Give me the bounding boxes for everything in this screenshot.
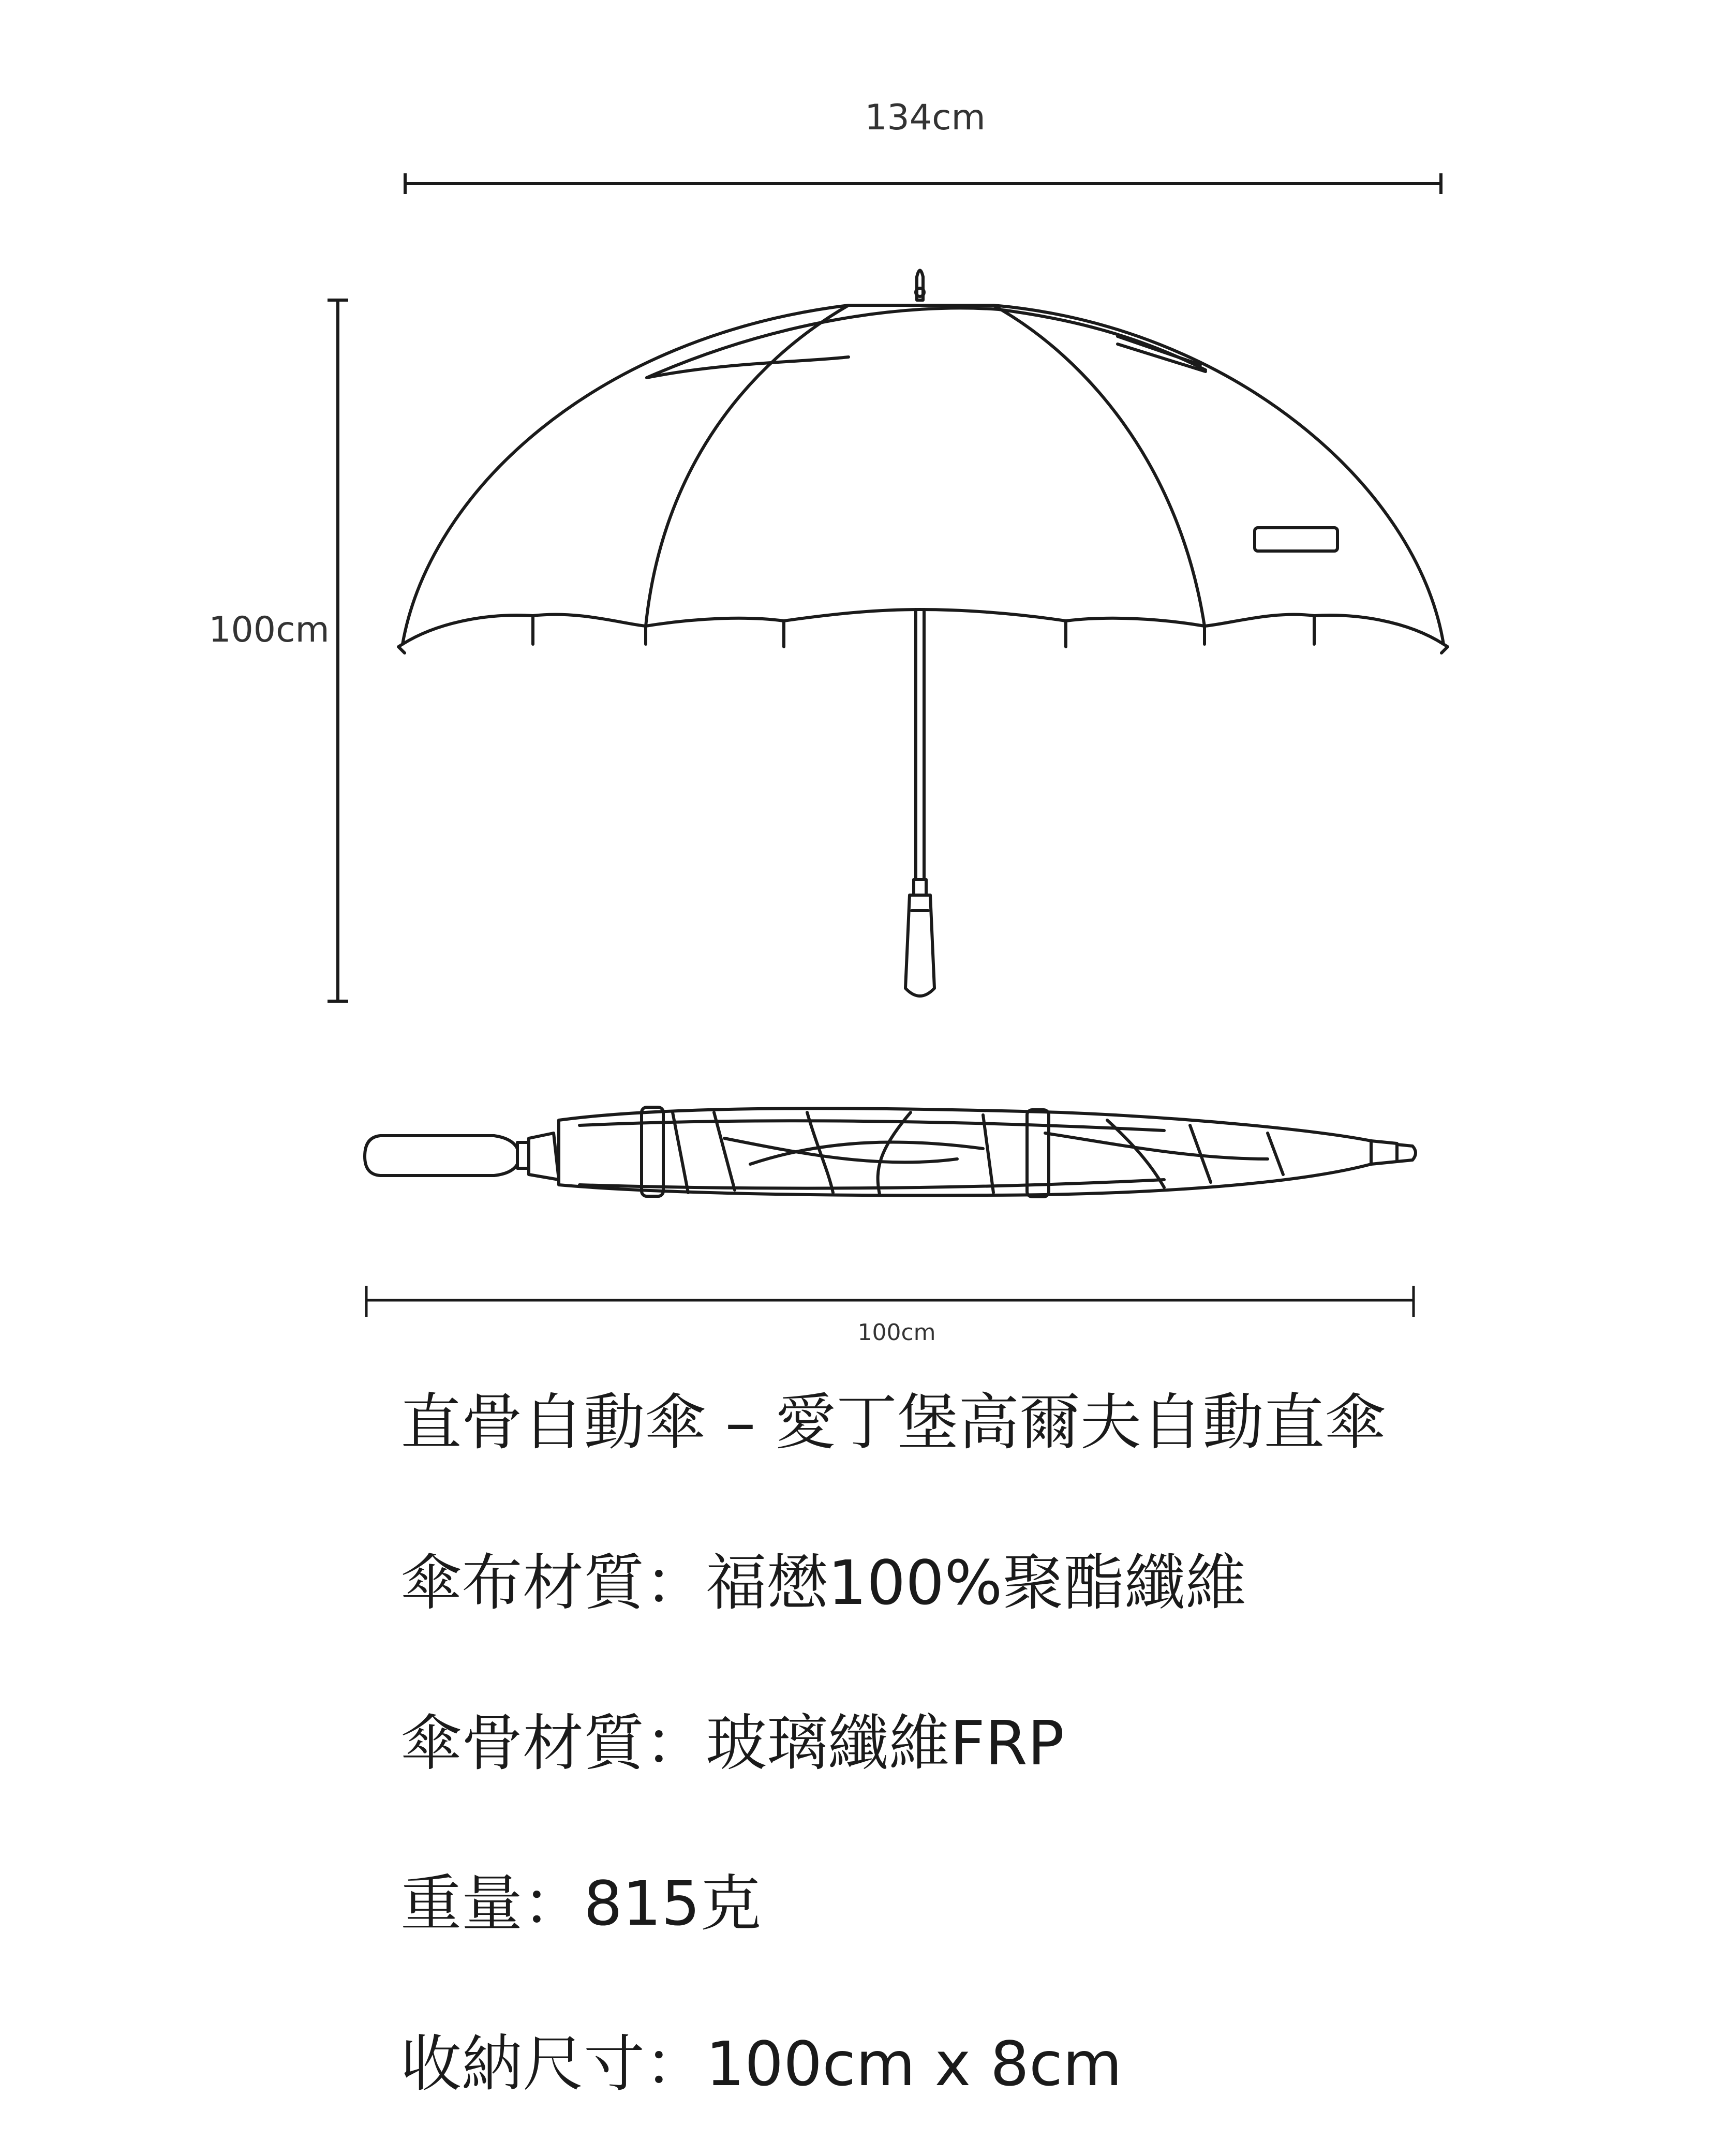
open-height-label: 100cm — [209, 609, 330, 650]
open-umbrella-drawing — [398, 271, 1448, 997]
weight: 重量：815克 — [400, 1868, 762, 1939]
open-width-dimension — [405, 173, 1441, 194]
spec-list — [400, 1387, 1642, 2100]
folded-size: 收納尺寸：100cm x 8cm — [400, 2028, 1122, 2100]
open-height-dimension — [328, 300, 348, 1001]
folded-umbrella-drawing — [365, 1107, 1416, 1197]
folded-length-label: 100cm — [857, 1319, 936, 1346]
fabric-material: 傘布材質：福懋100%聚酯纖維 — [400, 1547, 1247, 1618]
folded-length-dimension — [366, 1286, 1414, 1317]
frame-material: 傘骨材質：玻璃纖維FRP — [400, 1707, 1065, 1779]
open-width-label: 134cm — [865, 97, 986, 138]
product-title: 直骨自動傘 – 愛丁堡高爾夫自動直傘 — [400, 1387, 1386, 1458]
